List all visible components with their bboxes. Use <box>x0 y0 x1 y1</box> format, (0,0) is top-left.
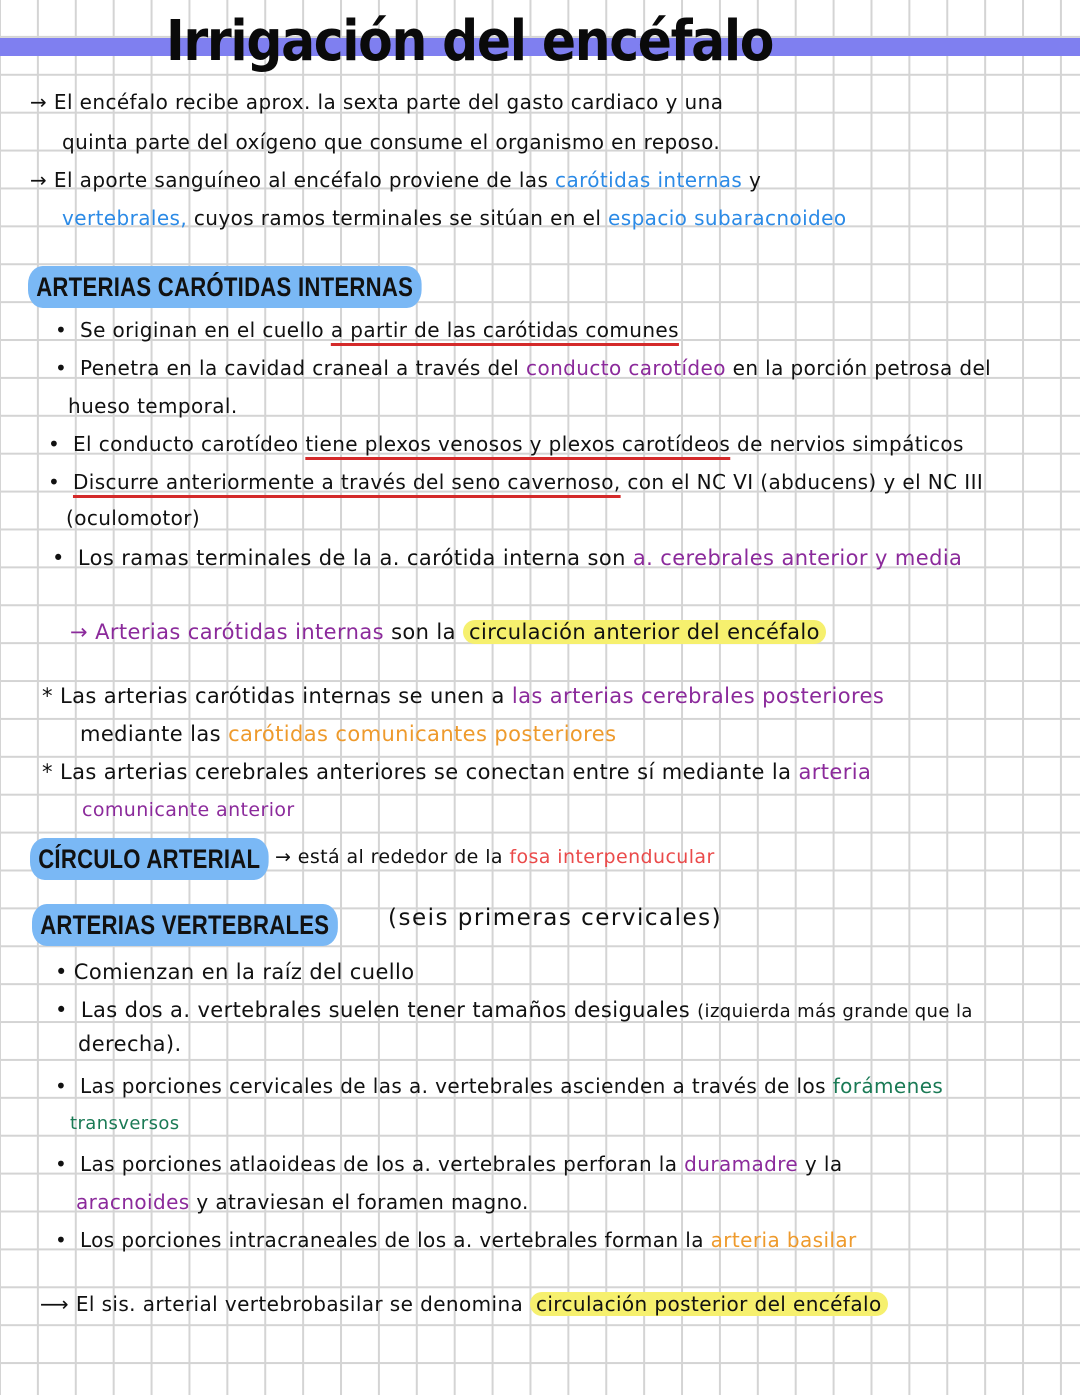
vertebrales-bullet-4-cont <box>76 1188 529 1216</box>
intro-text: → El aporte sanguíneo al encéfalo proviene de las <box>30 168 549 192</box>
vertebrales-bullet-1 <box>55 958 414 986</box>
heading-arterias-vertebrales: ARTERIAS VERTEBRALES <box>32 904 337 946</box>
vertebrales-bullet-3 <box>55 1072 943 1100</box>
vertebrales-bullet-2-cont <box>78 1030 182 1058</box>
circulo-text <box>275 843 715 871</box>
carotidas-bullet-4 <box>48 468 983 496</box>
bullet-text: y atraviesan el foramen magno. <box>196 1190 529 1214</box>
term-espacio-subaracnoideo: espacio subaracnoideo <box>608 206 847 230</box>
summary-subject: → Arterias carótidas internas <box>70 620 384 644</box>
underlined-text: Discurre anteriormente a través del seno cavernoso, <box>72 470 621 494</box>
carotidas-bullet-1 <box>55 316 679 344</box>
carotidas-bullet-4-cont <box>66 504 200 532</box>
bullet-text: (oculomotor) <box>66 506 201 530</box>
summary-text: son la <box>391 620 456 644</box>
term-comunicante-anterior: comunicante anterior <box>82 799 295 821</box>
bullet-text: en la porción petrosa del <box>732 356 992 380</box>
vertebrales-bullet-2 <box>55 996 973 1026</box>
carotidas-bullet-2 <box>55 354 991 382</box>
term-vertebrales: vertebrales, <box>62 206 188 230</box>
intro-line-3 <box>30 166 761 194</box>
carotidas-summary <box>70 618 826 646</box>
intro-text: → El encéfalo recibe aprox. la sexta parte del gasto cardiaco y una <box>30 90 724 114</box>
circulo-desc: → está al rededor de la <box>275 846 503 868</box>
bullet-text: Las porciones atlaoideas de los a. vertebrales perforan la <box>79 1152 678 1176</box>
carotidas-bullet-5 <box>52 544 962 572</box>
carotidas-bullet-2-cont <box>68 392 238 420</box>
term-arteria: arteria <box>798 760 872 784</box>
bullet-text: Los ramas terminales de la a. carótida interna son <box>77 546 626 570</box>
vertebrales-summary <box>40 1290 888 1318</box>
intro-text: cuyos ramos terminales se sitúan en el <box>193 206 602 230</box>
heading-arterias-carotidas: ARTERIAS CARÓTIDAS INTERNAS <box>28 266 421 308</box>
term-carotidas-internas: carótidas internas <box>555 168 743 192</box>
bullet-text: derecha). <box>78 1032 182 1056</box>
carotidas-star-2 <box>42 758 871 786</box>
vertebrales-bullet-4 <box>55 1150 843 1178</box>
bullet-text: Penetra en la cavidad craneal a través del <box>79 356 520 380</box>
term-comunicantes-posteriores: carótidas comunicantes posteriores <box>228 722 617 746</box>
star-text: * Las arterias cerebrales anteriores se conectan entre sí mediante la <box>42 760 792 784</box>
carotidas-star-2-cont <box>82 796 295 824</box>
term-duramadre: duramadre <box>684 1152 799 1176</box>
intro-line-4 <box>62 204 847 232</box>
bullet-text: de nervios simpáticos <box>737 432 964 456</box>
highlight-circulacion-posterior: circulación posterior del encéfalo <box>530 1292 888 1316</box>
term-arteria-basilar: arteria basilar <box>710 1228 857 1252</box>
bullet-text: con el NC VI (abducens) y el NC III <box>627 470 984 494</box>
intro-text: y <box>749 168 762 192</box>
carotidas-star-1 <box>42 682 884 710</box>
bullet-text: Las porciones cervicales de las a. vertebrales ascienden a través de los <box>79 1074 826 1098</box>
term-transversos: transversos <box>70 1113 180 1134</box>
vertebrales-bullet-5 <box>55 1226 857 1254</box>
bullet-text: Las dos a. vertebrales suelen tener tamaños desiguales <box>80 998 691 1022</box>
vertebrales-note: (seis primeras cervicales) <box>388 905 723 931</box>
intro-line-2 <box>62 128 720 156</box>
bullet-text: Comienzan en la raíz del cuello <box>73 960 415 984</box>
intro-text: quinta parte del oxígeno que consume el organismo en reposo. <box>62 130 721 154</box>
carotidas-star-1-cont <box>80 720 616 748</box>
star-text: mediante las <box>80 722 221 746</box>
term-fosa-interpeduncular: fosa interpenducular <box>509 846 715 868</box>
bullet-text: hueso temporal. <box>68 394 238 418</box>
term-cerebrales-anterior-media: a. cerebrales anterior y media <box>632 546 963 570</box>
bullet-text: (izquierda más grande que la <box>697 1001 973 1022</box>
bullet-text: El conducto carotídeo <box>72 432 299 456</box>
bullet-text: Los porciones intracraneales de los a. vertebrales forman la <box>79 1228 704 1252</box>
bullet-text: Se originan en el cuello <box>79 318 325 342</box>
bullet-text: y la <box>804 1152 843 1176</box>
intro-line-1 <box>30 88 723 116</box>
term-conducto-carotideo: conducto carotídeo <box>526 356 726 380</box>
summary-text: ⟶ El sis. arterial vertebrobasilar se denomina <box>40 1292 524 1316</box>
underlined-text: tiene plexos venosos y plexos carotídeos <box>305 432 731 456</box>
vertebrales-bullet-3-cont <box>70 1110 180 1138</box>
page-title: Irrigación del encéfalo <box>166 9 774 74</box>
heading-circulo-arterial: CÍRCULO ARTERIAL <box>30 838 268 880</box>
underlined-text: a partir de las carótidas comunes <box>330 318 679 342</box>
carotidas-bullet-3 <box>48 430 964 458</box>
star-text: * Las arterias carótidas internas se unen a <box>42 684 505 708</box>
term-aracnoides: aracnoides <box>76 1190 190 1214</box>
term-cerebrales-posteriores: las arterias cerebrales posteriores <box>511 684 885 708</box>
highlight-circulacion-anterior: circulación anterior del encéfalo <box>463 620 826 644</box>
term-foramenes: forámenes <box>832 1074 944 1098</box>
